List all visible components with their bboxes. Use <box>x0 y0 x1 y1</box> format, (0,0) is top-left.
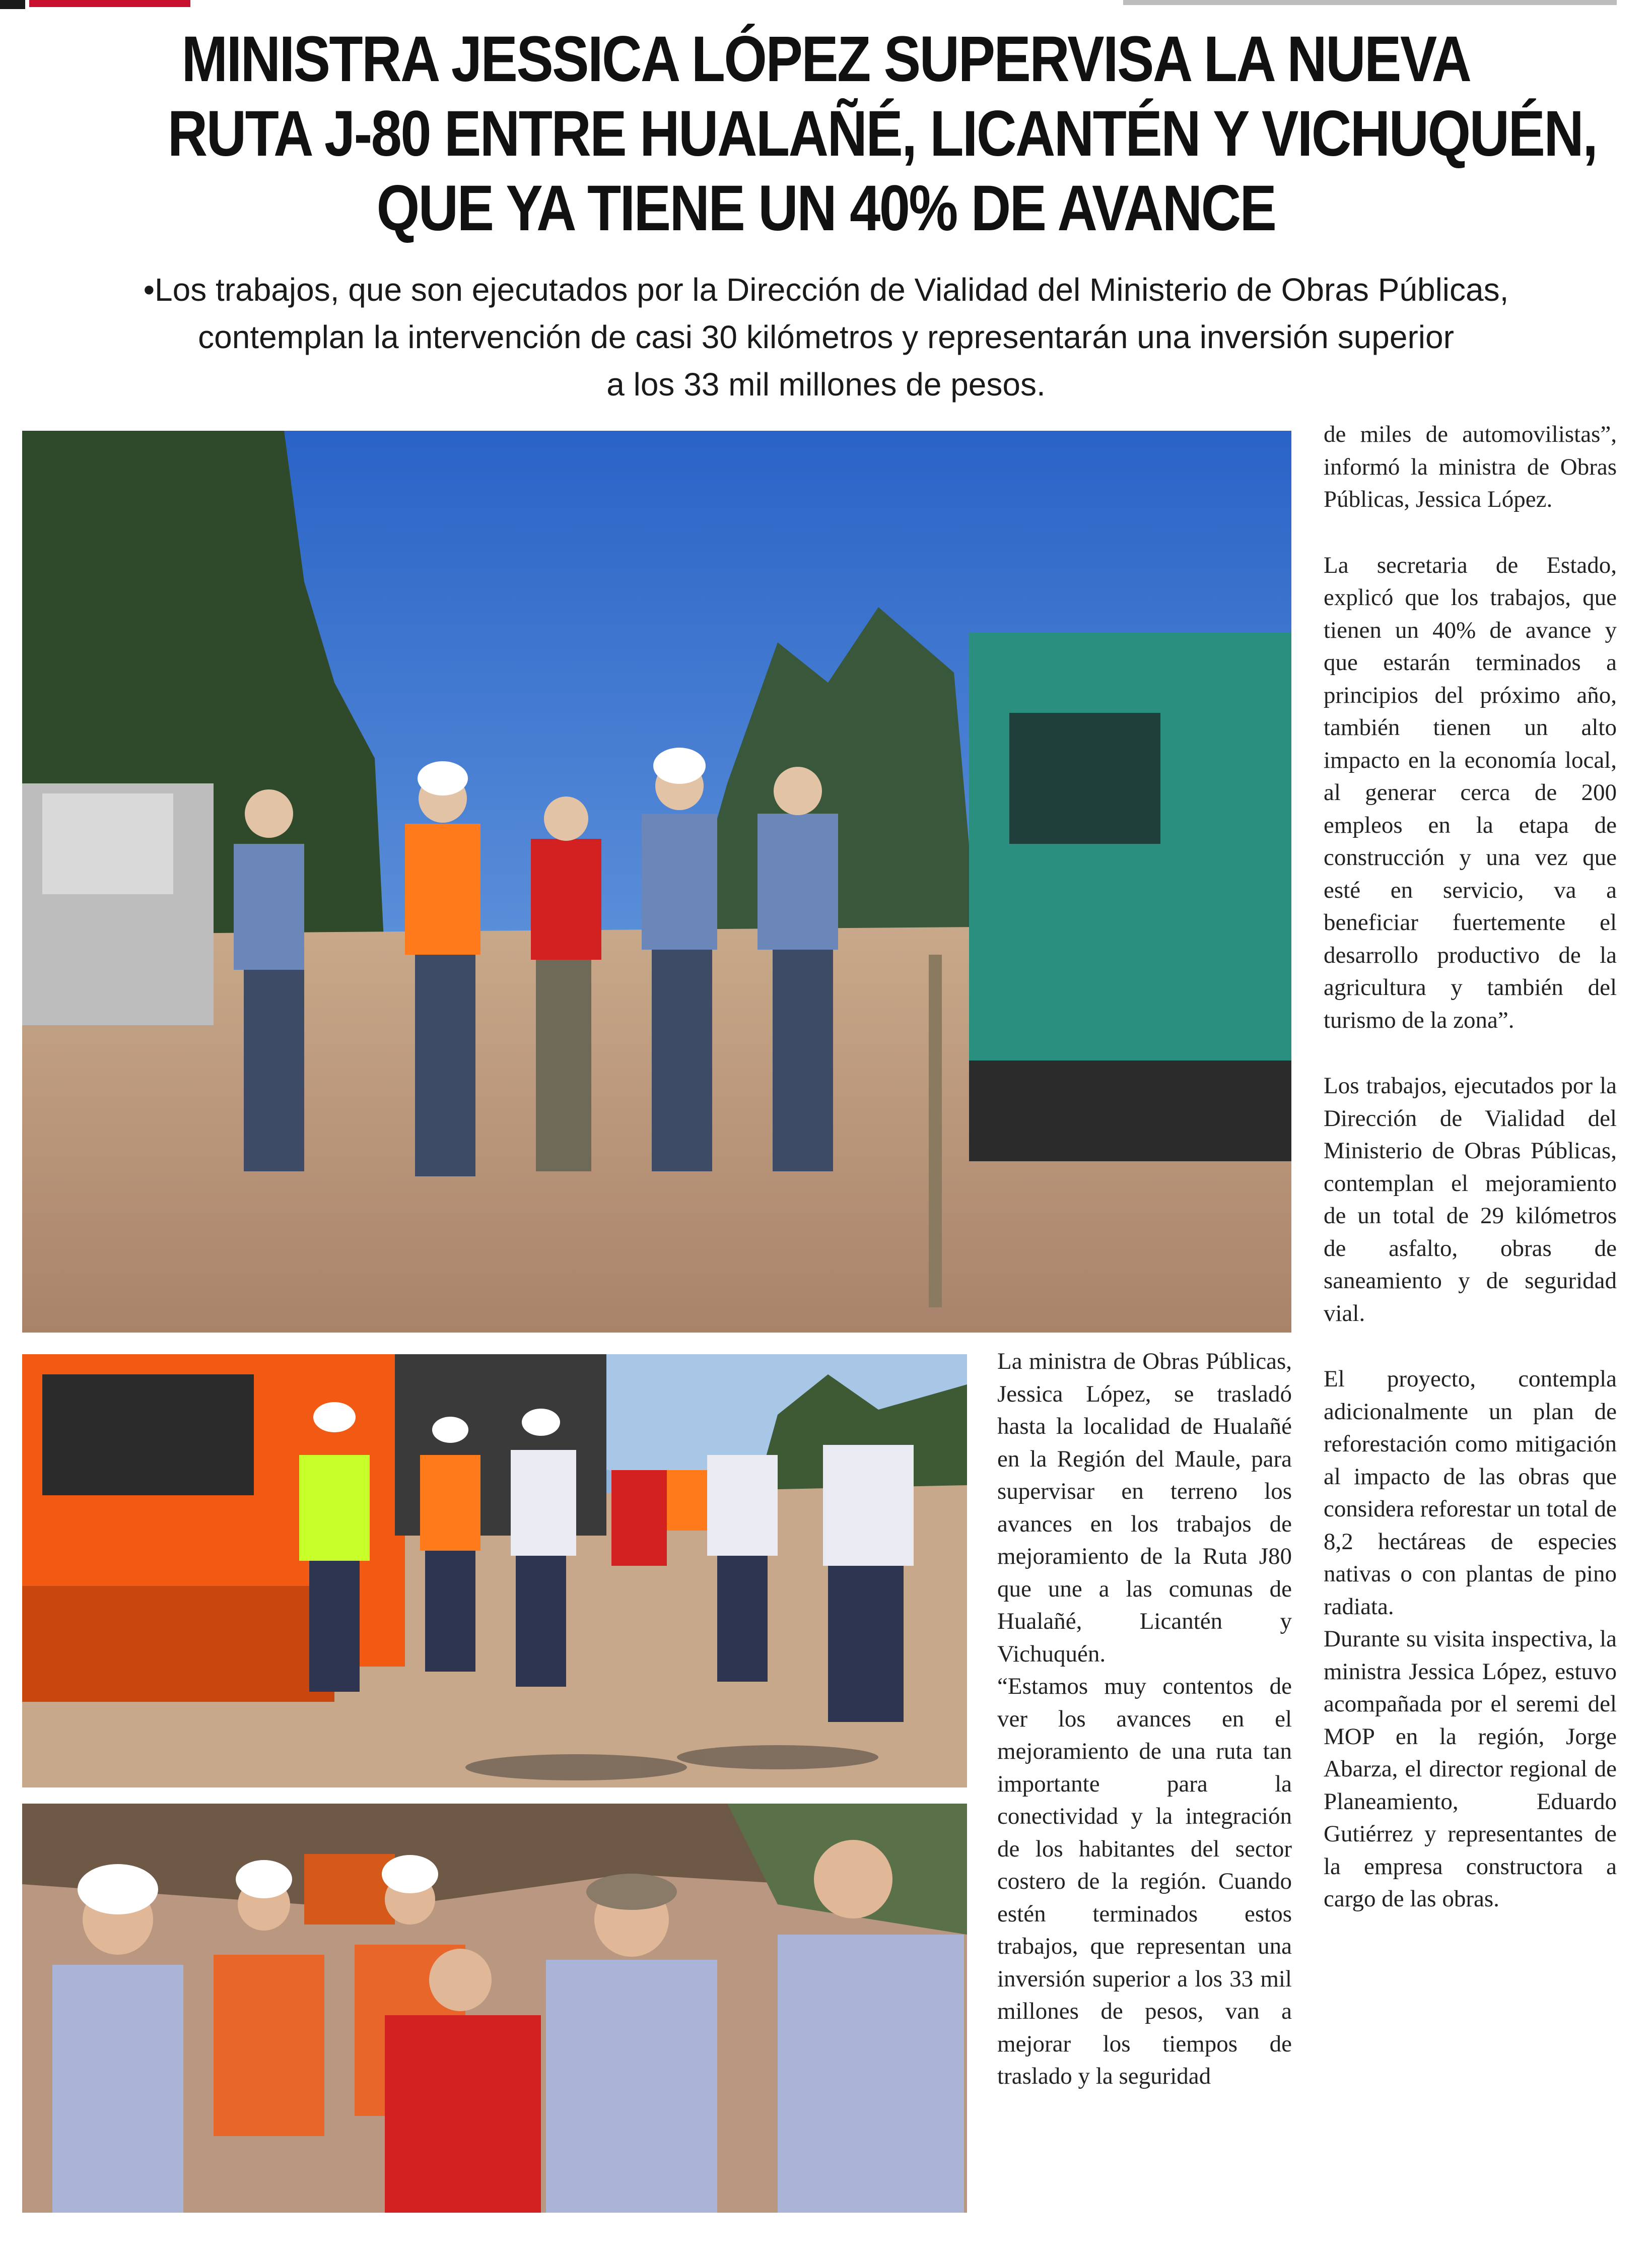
subhead-line-2: contemplan la intervención de casi 30 kilómetros y representarán una inversión superior <box>198 319 1454 355</box>
headline-line-1: MINISTRA JESSICA LÓPEZ SUPERVISA LA NUEVA <box>181 23 1471 95</box>
body-paragraph: de miles de automovilistas”, informó la ministra de Obras Públicas, Jessica López. <box>1324 421 1617 512</box>
article-body-column-middle <box>997 1345 1292 2093</box>
article-body-column-right <box>1324 418 1617 1915</box>
article-headline <box>167 22 1597 246</box>
subhead-line-3: a los 33 mil millones de pesos. <box>606 366 1046 403</box>
headline-line-2: RUTA J-80 ENTRE HUALAÑÉ, LICANTÉN Y VICHUQUÉN, <box>167 98 1597 170</box>
body-paragraph: Durante su visita inspectiva, la ministra Jessica López, estuvo acompañada por el seremi del MOP en la región, Jorge Abarza, el director regional de Planeamiento, Eduardo Gutiérrez y representantes de la empresa constructora a cargo de las obras. <box>1324 1626 1617 1912</box>
running-header <box>1123 0 1617 5</box>
headline-line-3: QUE YA TIENE UN 40% DE AVANCE <box>376 172 1276 244</box>
body-paragraph: Los trabajos, ejecutados por la Dirección de Vialidad del Ministerio de Obras Públicas, contemplan el mejoramiento de un total de 29 kilómetros de asfalto, obras de saneamiento y de seguridad vial. <box>1324 1073 1617 1327</box>
publication-logo <box>0 0 25 9</box>
photo-officials-with-roller <box>22 1354 967 1787</box>
photo-main-officials-walking-road <box>22 431 1291 1333</box>
body-paragraph: La secretaria de Estado, explicó que los trabajos, que tienen un 40% de avance y que estarán terminados a principios del próximo año, también tienen un alto impacto en la economía local, al generar cerca de 200 empleos en la etapa de construcción y una vez que esté en servicio, va a beneficiar fuertemente el desarrollo productivo de la agricultura y también del turismo de la zona”. <box>1324 552 1617 1033</box>
subhead-line-1: •Los trabajos, que son ejecutados por la Dirección de Vialidad del Ministerio de Obras Públicas, <box>143 272 1509 308</box>
body-paragraph: El proyecto, contempla adicionalmente un plan de reforestación como mitigación al impacto de las obras que considera reforestar un total de 8,2 hectáreas de especies nativas o con plantas de pino radiata. <box>1324 1366 1617 1620</box>
page-header-strip <box>0 0 1652 9</box>
photo-officials-closeup-group <box>22 1804 967 2213</box>
body-paragraph: “Estamos muy contentos de ver los avances en el mejoramiento de una ruta tan importante para la conectividad y la integración de los habitantes del sector costero de la región. Cuando estén terminados estos trabajos, que representan una inversión superior a los 33 mil millones de pesos, van a mejorar los tiempos de traslado y la seguridad <box>997 1673 1292 2089</box>
body-paragraph: La ministra de Obras Públicas, Jessica López, se trasladó hasta la localidad de Hualañé en la Región del Maule, para supervisar en terreno los avances en los trabajos de mejoramiento de la Ruta J80 que une a las comunas de Hualañé, Licantén y Vichuquén. <box>997 1348 1292 1667</box>
section-tab <box>29 0 190 7</box>
article-subheading <box>60 266 1592 408</box>
